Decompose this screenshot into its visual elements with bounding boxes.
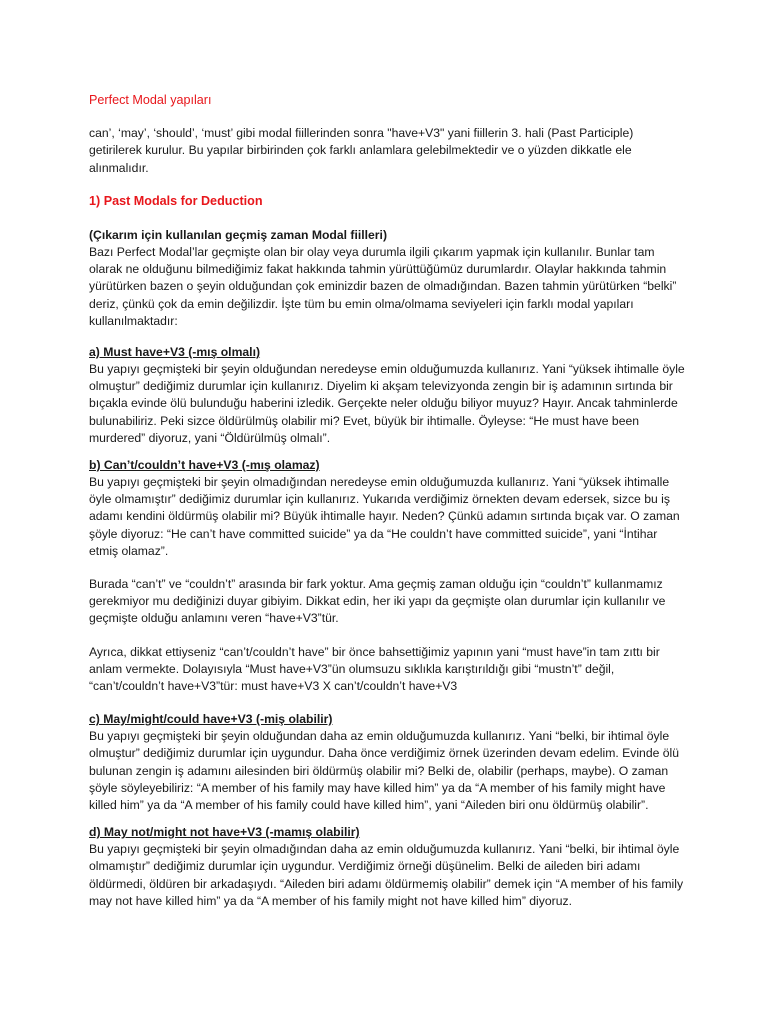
intro-paragraph: can’, ‘may’, ‘should’, ‘must’ gibi modal fiillerinden sonra "have+V3" yani fiillerin 3. hali (Past Participle) getirilerek kurulur. Bu yapılar birbirinden çok farklı anlamlara gelebilmektedir ve o yüzden dikkatle ele alınmalıdır. [89, 126, 634, 175]
document-page [89, 92, 689, 920]
page-title: Perfect Modal yapıları [89, 93, 212, 107]
section-intro-paragraph: Bazı Perfect Modal’lar geçmişte olan bir olay veya durumla ilgili çıkarım yapmak için kullanılır. Bunlar tam olarak ne olduğunu bilmediğimiz fakat hakkında tahmin yürüttüğümüz durumlardır. Olaylar hakkında tahmin yürütürken bazen o şeyin olduğundan çok eminizdir bazen de olmadığından. Bazen tahmin yürütürken “belki” deriz, çünkü çok da emin değilizdir. İşte tüm bu emin olma/olmama seviyeleri için farklı modal yapıları kullanılmaktadır: [89, 244, 677, 328]
item-b-body: Bu yapıyı geçmişteki bir şeyin olmadığından neredeyse emin olduğumuzda kullanırız. Yani “yüksek ihtimalle öyle olmamıştır” dediğimiz durumlar için kullanırız. Yukarıda verdiğimiz örnekten devam edersek, sizce bu iş adamı kendini öldürmüş olabilir mi? Büyük ihtimalle hayır. Neden? Çünkü adamın sırtında bıçak var. O zaman şöyle diyoruz: “He can’t have committed suicide” ya da “He couldn’t have committed suicide”, yani “İntihar etmiş olamaz”. [89, 474, 680, 558]
section-subtitle: (Çıkarım için kullanılan geçmiş zaman Modal fiilleri) [89, 227, 387, 242]
item-d-heading: d) May not/might not have+V3 (-mamış olabilir) [89, 825, 360, 840]
item-c-body: Bu yapıyı geçmişteki bir şeyin olduğundan daha az emin olduğumuzda kullanırız. Yani “belki, bir ihtimal öyle olmuştur” dediğimiz durumlar için uygundur. Daha önce verdiğimiz örnek üzerinden devam edelim. Evinde ölü bulunan zengin iş adamını ailesinden biri öldürmüş olabilir mi? Belki de, olabilir (perhaps, maybe). O zaman şöyle söyleyebiliriz: “A member of his family may have killed him” ya da “A member of his family might have killed him” ya da “A member of his family could have killed him”, yani “Aileden biri onu öldürmüş olabilir”. [89, 729, 680, 812]
item-a-heading: a) Must have+V3 (-mış olmalı) [89, 344, 261, 359]
item-d-body: Bu yapıyı geçmişteki bir şeyin olmadığından daha az emin olduğumuzda kullanırız. Yani “belki, bir ihtimal öyle olmamıştır” dediğimiz durumlar için uygundur. Verdiğimiz örneği düşünelim. Belki de aileden biri adamı öldürmedi, öldüren bir arkadaşıydı. “Aileden biri adamı öldürmemiş olabilir” demek için “A member of his family may not have killed him” ya da “A member of his family might not have killed him” diyoruz. [89, 842, 684, 908]
item-c-heading: c) May/might/could have+V3 (-miş olabilir) [89, 712, 333, 727]
section-title: 1) Past Modals for Deduction [89, 193, 263, 208]
item-b-note-2: Ayrıca, dikkat ettiyseniz “can’t/couldn’t have” bir önce bahsettiğimiz yapının yani “must have”in tam zıttı bir anlam vermekte. Dolayısıyla “Must have+V3”ün olumsuzu sıklıkla karıştırıldığı gibi “mustn’t” değil, “can’t/couldn’t have+V3”tür: must have+V3 X can’t/couldn’t have+V3 [89, 644, 660, 693]
item-a-body: Bu yapıyı geçmişteki bir şeyin olduğundan neredeyse emin olduğumuzda kullanırız. Yani “yüksek ihtimalle öyle olmuştur” dediğimiz durumlar için kullanırız. Diyelim ki akşam televizyonda zengin bir iş adamının sırtında bir bıçakla evinde ölü bulunduğu haberini izledik. Gerçekte neler olduğu biliyor muyuz? Hayır. Ancak tahminlerde bulunabiliriz. Peki sizce öldürülmüş olabilir mi? Evet, büyük bir ihtimalle. Öyleyse: “He must have been murdered” diyoruz, yani “Öldürülmüş olmalı”. [89, 361, 685, 445]
item-b-note-1: Burada “can’t” ve “couldn’t” arasında bir fark yoktur. Ama geçmiş zaman olduğu için “couldn’t” kullanmamız gerekmiyor mu dediğinizi duyar gibiyim. Dikkat edin, her iki yapı da geçmişte olan durumlar için kullanılır ve geçmişte olduğu anlamını veren “have+V3”tür. [89, 576, 666, 626]
item-b-heading: b) Can’t/couldn’t have+V3 (-mış olamaz) [89, 457, 320, 472]
